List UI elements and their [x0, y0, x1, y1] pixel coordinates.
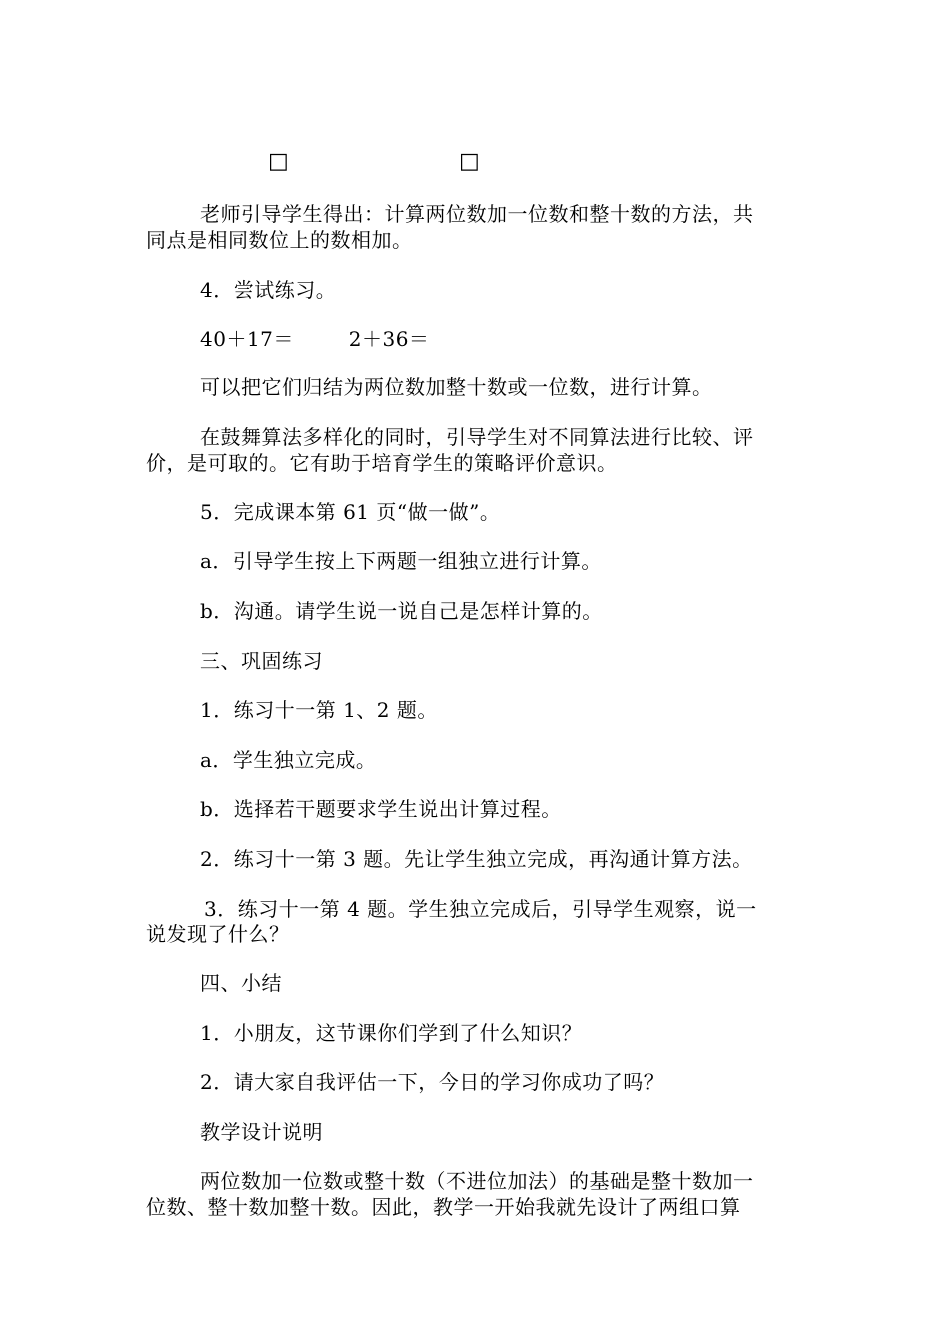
list-item: 3．练习十一第 4 题。学生独立完成后，引导学生观察，说一 — [204, 897, 757, 921]
paragraph-line: 在鼓舞算法多样化的同时，引导学生对不同算法进行比较、评 — [200, 425, 754, 449]
list-item: 2．请大家自我评估一下，今日的学习你成功了吗？ — [200, 1070, 665, 1094]
paragraph-line: 两位数加一位数或整十数（不进位加法）的基础是整十数加一 — [200, 1169, 754, 1193]
step-heading: 5．完成课本第 61 页“做一做”。 — [200, 500, 501, 524]
exercise-equations: 40＋17＝ 2＋36＝ — [200, 327, 430, 351]
blank-box-1: □ — [268, 149, 289, 174]
list-item: 1．练习十一第 1、2 题。 — [200, 698, 438, 722]
list-item: a．引导学生按上下两题一组独立进行计算。 — [200, 549, 602, 573]
blank-box-2: □ — [459, 149, 480, 174]
list-item: b．沟通。请学生说一说自己是怎样计算的。 — [200, 599, 603, 623]
paragraph-line: 说发现了什么？ — [146, 922, 290, 946]
paragraph-line: 位数、整十数加整十数。因此，教学一开始我就先设计了两组口算 — [146, 1195, 741, 1219]
paragraph-line: 老师引导学生得出：计算两位数加一位数和整十数的方法，共 — [200, 202, 754, 226]
list-item: a．学生独立完成。 — [200, 748, 377, 772]
paragraph-line: 价，是可取的。它有助于培育学生的策略评价意识。 — [146, 451, 618, 475]
step-heading: 4．尝试练习。 — [200, 278, 337, 302]
list-item: 2．练习十一第 3 题。先让学生独立完成，再沟通计算方法。 — [200, 847, 753, 871]
paragraph-line: 可以把它们归结为两位数加整十数或一位数，进行计算。 — [200, 375, 713, 399]
section-heading: 四、小结 — [200, 971, 282, 995]
section-heading: 教学设计说明 — [200, 1120, 323, 1144]
list-item: b．选择若干题要求学生说出计算过程。 — [200, 797, 562, 821]
list-item: 1．小朋友，这节课你们学到了什么知识？ — [200, 1021, 583, 1045]
paragraph-line: 同点是相同数位上的数相加。 — [146, 228, 413, 252]
section-heading: 三、巩固练习 — [200, 649, 323, 673]
